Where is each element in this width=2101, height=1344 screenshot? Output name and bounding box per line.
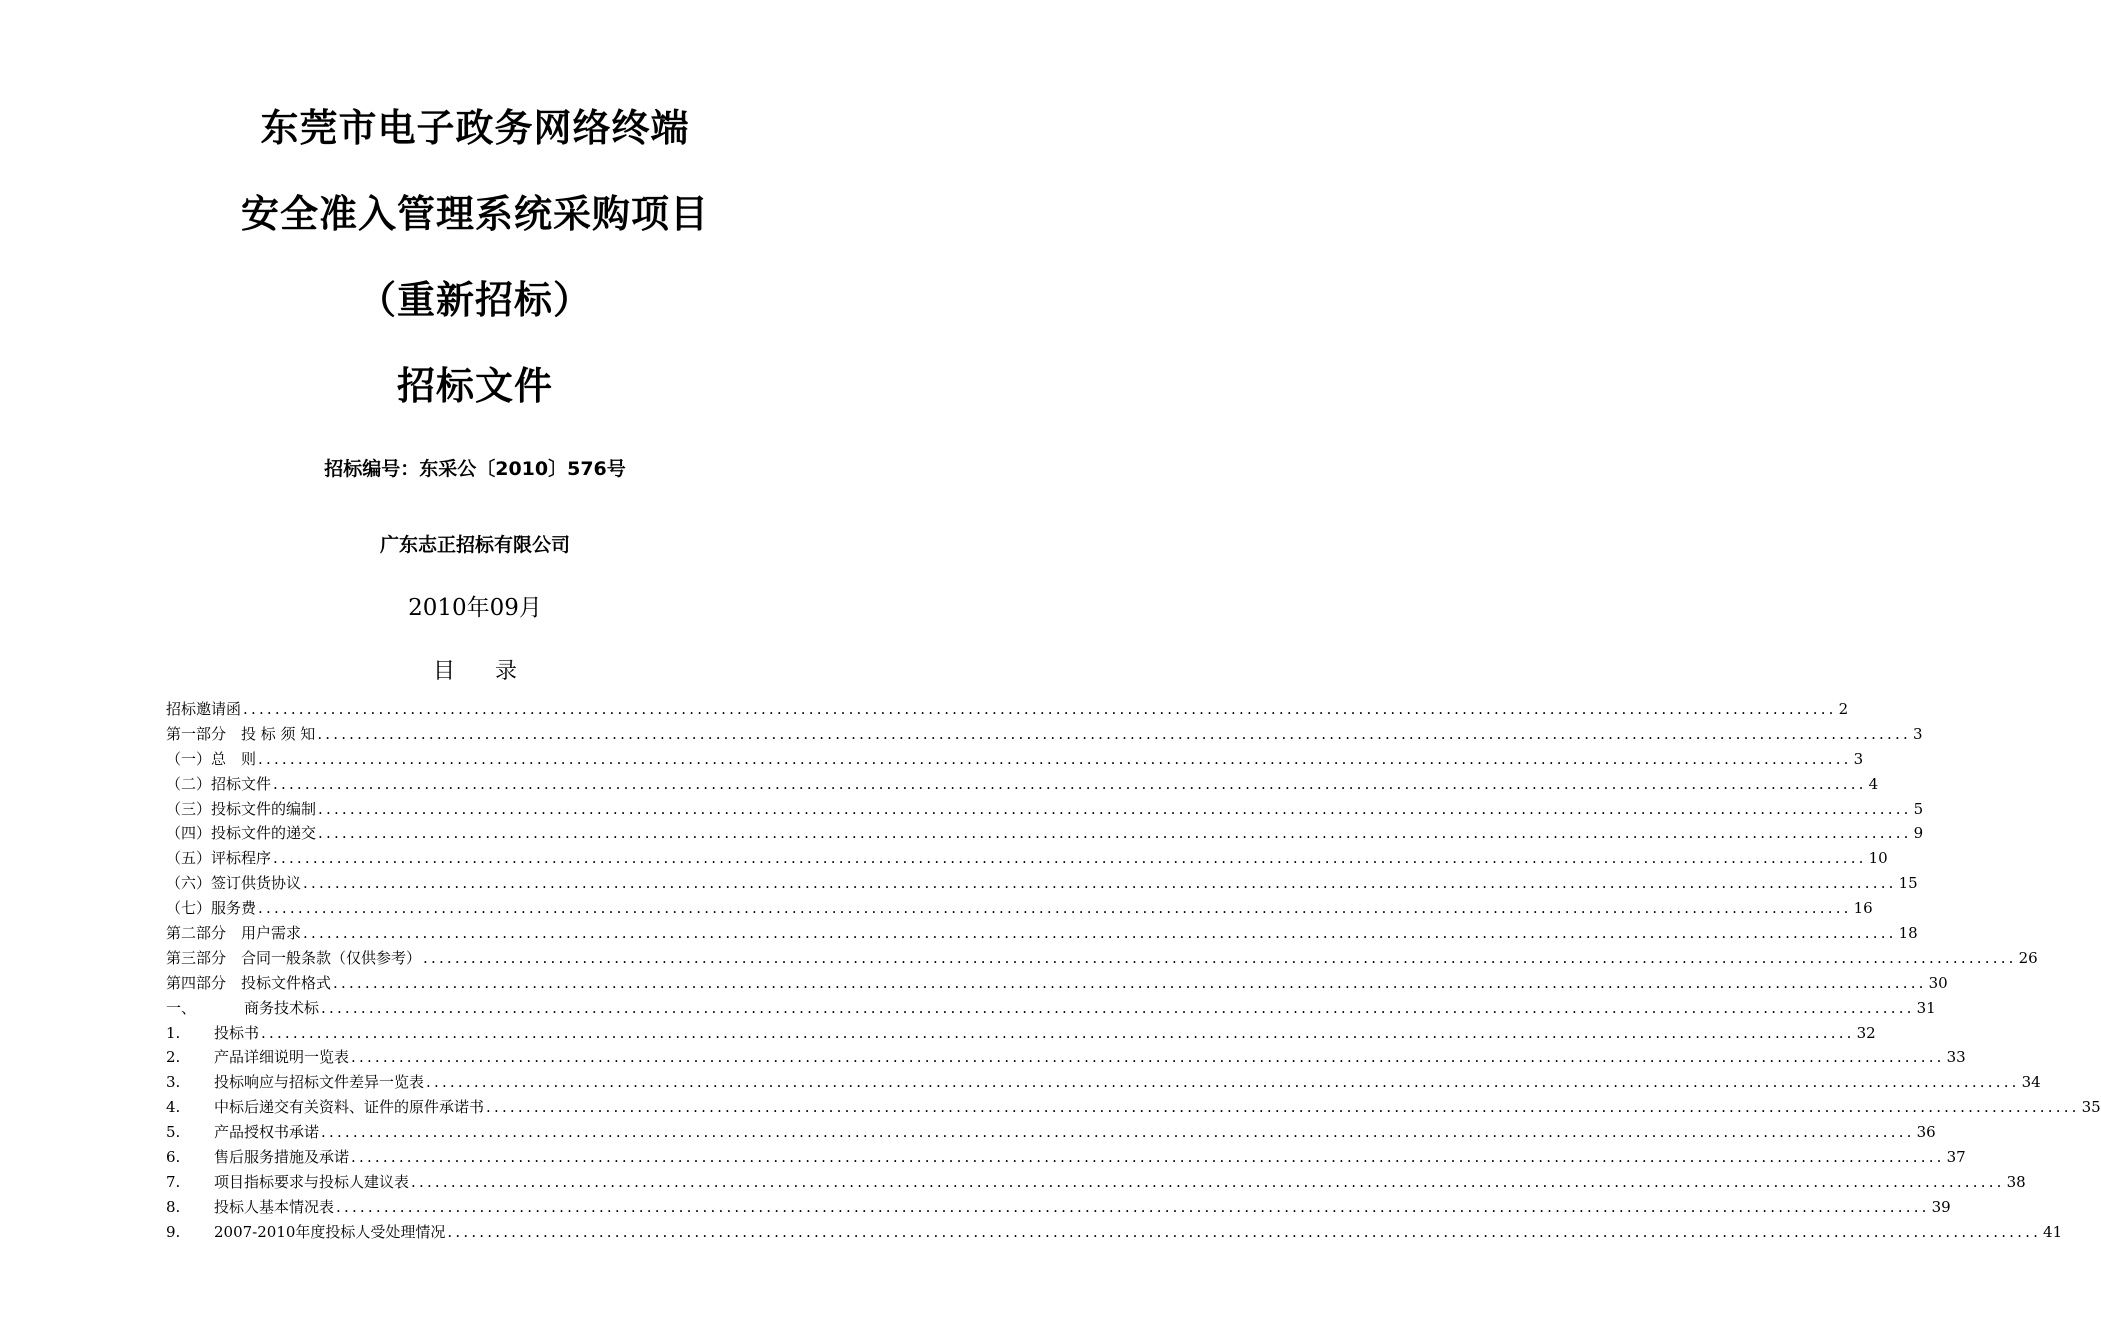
toc-entry[interactable]: [166, 722, 1923, 747]
toc-entry-page-number: 41: [2043, 1222, 2063, 1241]
toc-entry-number: 8.: [166, 1197, 181, 1216]
tender-number: 招标编号：东采公〔2010〕576号: [324, 458, 626, 480]
toc-entry-label: 第二部分 用户需求: [166, 924, 302, 943]
toc-entry-number: 一、: [166, 998, 197, 1017]
toc-entry-number: 2.: [166, 1048, 181, 1067]
toc-entry-label: 第四部分 投标文件格式: [166, 973, 332, 992]
toc-entry-label: 售后服务措施及承诺: [214, 1148, 350, 1167]
toc-entry-number: 4.: [166, 1098, 181, 1117]
toc-dot-leader: ........................................................................................................................................................................................................: [447, 1222, 2042, 1241]
toc-entry-label: 第三部分 合同一般条款（仅供参考）: [166, 948, 422, 967]
toc-entry-label: 2007-2010年度投标人受处理情况: [214, 1222, 446, 1241]
toc-entry-page-number: 15: [1898, 874, 1918, 893]
toc-dot-leader: ........................................................................................................................................................................................................: [351, 1148, 1945, 1167]
toc-entry-number: 6.: [166, 1148, 181, 1167]
toc-entry-number: 7.: [166, 1172, 181, 1191]
toc-entry[interactable]: [166, 846, 1888, 871]
toc-entry-label: 产品授权书承诺: [214, 1123, 320, 1142]
table-of-contents: [166, 697, 2101, 1245]
toc-entry[interactable]: [166, 871, 1918, 896]
toc-entry[interactable]: [166, 921, 1918, 946]
toc-entry-page-number: 18: [1898, 924, 1918, 943]
toc-entry[interactable]: [166, 747, 1864, 772]
toc-entry-number: 1.: [166, 1023, 181, 1042]
toc-entry[interactable]: [166, 697, 1849, 722]
toc-entry[interactable]: [166, 946, 2038, 971]
toc-entry-label: 商务技术标: [214, 998, 320, 1017]
toc-dot-leader: ........................................................................................................................................................................................................: [486, 1098, 2080, 1117]
toc-dot-leader: ........................................................................................................................................................................................................: [303, 924, 1897, 943]
toc-entry-page-number: 26: [2018, 948, 2038, 967]
toc-entry-label: （五）评标程序: [166, 849, 272, 868]
toc-dot-leader: ........................................................................................................................................................................................................: [303, 874, 1897, 893]
toc-entry-label: （六）签订供货协议: [166, 874, 302, 893]
toc-dot-leader: ........................................................................................................................................................................................................: [321, 1123, 1915, 1142]
toc-entry-label: 产品详细说明一览表: [214, 1048, 350, 1067]
toc-dot-leader: ........................................................................................................................................................................................................: [423, 948, 2017, 967]
toc-entry[interactable]: [166, 996, 1936, 1021]
toc-entry-page-number: 5: [1913, 799, 1924, 818]
toc-entry-page-number: 16: [1853, 899, 1873, 918]
cover-title-line-3: （重新招标）: [357, 278, 592, 322]
toc-entry[interactable]: [166, 971, 1948, 996]
toc-dot-leader: ........................................................................................................................................................................................................: [258, 749, 1852, 768]
toc-entry-page-number: 3: [1912, 724, 1923, 743]
toc-entry-label: （一）总 则: [166, 749, 257, 768]
toc-entry[interactable]: [166, 797, 1924, 822]
toc-heading: 目录: [432, 659, 557, 684]
toc-entry-label: 项目指标要求与投标人建议表: [214, 1172, 410, 1191]
toc-entry[interactable]: [166, 1021, 1876, 1046]
toc-dot-leader: ........................................................................................................................................................................................................: [321, 998, 1915, 1017]
toc-dot-leader: ........................................................................................................................................................................................................: [258, 899, 1852, 918]
toc-entry-page-number: 31: [1916, 998, 1936, 1017]
document-date: 2010年09月: [408, 595, 542, 621]
toc-entry-page-number: 32: [1856, 1023, 1876, 1042]
toc-entry[interactable]: [166, 1045, 1966, 1070]
toc-entry-page-number: 3: [1853, 749, 1864, 768]
toc-dot-leader: ........................................................................................................................................................................................................: [336, 1197, 1930, 1216]
toc-entry-page-number: 30: [1928, 973, 1948, 992]
toc-entry-page-number: 9: [1913, 824, 1924, 843]
toc-entry-label: 投标人基本情况表: [214, 1197, 335, 1216]
toc-entry-page-number: 38: [2006, 1172, 2026, 1191]
toc-dot-leader: ........................................................................................................................................................................................................: [426, 1073, 2020, 1092]
toc-entry-label: （七）服务费: [166, 899, 257, 918]
toc-entry-page-number: 39: [1931, 1197, 1951, 1216]
toc-entry-label: 中标后递交有关资料、证件的原件承诺书: [214, 1098, 485, 1117]
toc-entry-number: 5.: [166, 1123, 181, 1142]
toc-dot-leader: ........................................................................................................................................................................................................: [317, 724, 1911, 743]
toc-dot-leader: ........................................................................................................................................................................................................: [243, 700, 1837, 718]
toc-entry-page-number: 2: [1838, 700, 1849, 718]
toc-entry-number: 3.: [166, 1073, 181, 1092]
toc-entry[interactable]: [166, 896, 1873, 921]
toc-entry-label: （三）投标文件的编制: [166, 799, 317, 818]
toc-dot-leader: ........................................................................................................................................................................................................: [273, 774, 1867, 793]
toc-entry-label: （四）投标文件的递交: [166, 824, 317, 843]
cover-title-line-1: 东莞市电子政务网络终端: [260, 106, 690, 150]
toc-entry[interactable]: [166, 1120, 1936, 1145]
toc-entry-label: 第一部分 投 标 须 知: [166, 724, 316, 743]
cover-title-line-2: 安全准入管理系统采购项目: [240, 192, 709, 236]
toc-dot-leader: ........................................................................................................................................................................................................: [273, 849, 1867, 868]
toc-dot-leader: ........................................................................................................................................................................................................: [411, 1172, 2005, 1191]
toc-dot-leader: ........................................................................................................................................................................................................: [318, 824, 1912, 843]
toc-entry-label: 投标书: [214, 1023, 260, 1042]
toc-entry-number: 9.: [166, 1222, 181, 1241]
toc-entry[interactable]: [166, 821, 1924, 846]
toc-entry-page-number: 33: [1946, 1048, 1966, 1067]
toc-entry-page-number: 36: [1916, 1123, 1936, 1142]
toc-entry-label: （二）招标文件: [166, 774, 272, 793]
cover-title-line-4: 招标文件: [396, 364, 553, 408]
toc-entry-page-number: 35: [2081, 1098, 2101, 1117]
toc-entry[interactable]: [166, 1170, 2026, 1195]
toc-dot-leader: ........................................................................................................................................................................................................: [318, 799, 1912, 818]
toc-dot-leader: ........................................................................................................................................................................................................: [261, 1023, 1855, 1042]
toc-entry[interactable]: [166, 1095, 2101, 1120]
toc-entry[interactable]: [166, 1195, 1951, 1220]
toc-entry-page-number: 34: [2021, 1073, 2041, 1092]
toc-entry-label: 招标邀请函: [166, 700, 242, 718]
toc-entry-page-number: 4: [1868, 774, 1879, 793]
toc-entry-page-number: 10: [1868, 849, 1888, 868]
toc-entry[interactable]: [166, 1145, 1966, 1170]
toc-entry-label: 投标响应与招标文件差异一览表: [214, 1073, 425, 1092]
toc-entry[interactable]: [166, 1220, 2063, 1245]
toc-entry[interactable]: [166, 1070, 2041, 1095]
company-name: 广东志正招标有限公司: [379, 534, 570, 556]
toc-dot-leader: ........................................................................................................................................................................................................: [351, 1048, 1945, 1067]
toc-entry-page-number: 37: [1946, 1148, 1966, 1167]
toc-entry[interactable]: [166, 772, 1879, 797]
toc-dot-leader: ........................................................................................................................................................................................................: [333, 973, 1927, 992]
